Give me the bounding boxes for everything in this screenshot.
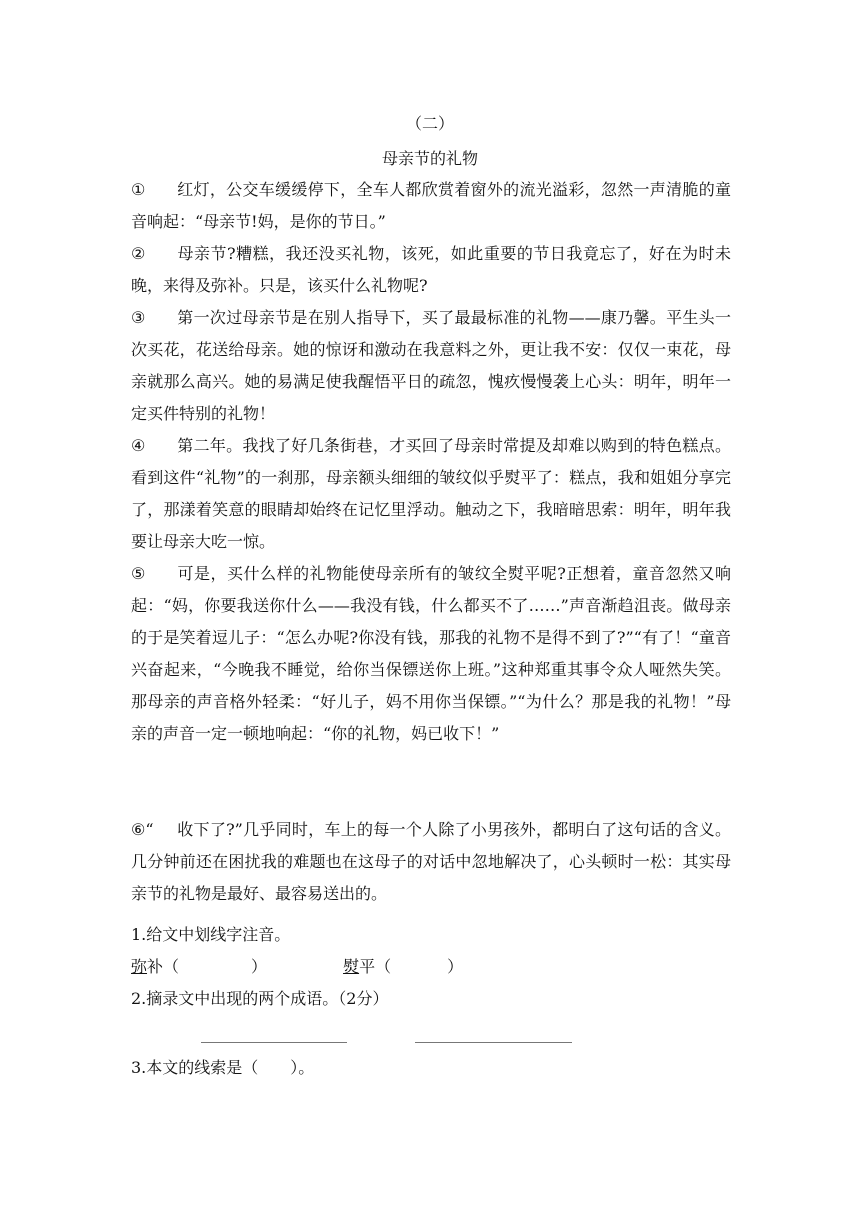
paragraph-4 xyxy=(131,430,731,558)
item-1-close: ） xyxy=(251,957,268,976)
question-1-text: 1.给文中划线字注音。 xyxy=(131,925,291,944)
paragraph-5 xyxy=(131,558,731,750)
item-1-rest: 补（ xyxy=(147,957,180,976)
item-2-rest: 平（ xyxy=(359,957,392,976)
paragraph-3 xyxy=(131,302,731,430)
paragraph-number: ① xyxy=(131,180,146,199)
question-1 xyxy=(131,919,731,951)
paragraph-number: ③ xyxy=(131,308,146,327)
underlined-char: 熨 xyxy=(343,957,360,976)
paragraph-text: 红灯，公交车缓缓停下，全车人都欣赏着窗外的流光溢彩，忽然一声清脆的童音响起：“母亲节!妈，是你的节日。” xyxy=(131,180,731,231)
paragraph-number: ④ xyxy=(131,436,146,455)
paragraph-6 xyxy=(131,814,731,910)
question-2-text: 2.摘录文中出现的两个成语。（2分） xyxy=(131,989,389,1008)
paragraph-text: 可是，买什么样的礼物能使母亲所有的皱纹全熨平呢?正想着，童音忽然又响起：“妈，你要我送你什么——我没有钱，什么都买不了……”声音渐趋沮丧。做母亲的于是笑着逗儿子：“怎么办呢?你没有钱，那我的礼物不是得不到了?”“有了！“童音兴奋起来，“今晚我不睡觉，给你当保镖送你上班。”这种郑重其事令众人哑然失笑。那母亲的声音格外轻柔：“好儿子，妈不用你当保镖。”“为什么？那是我的礼物！”母亲的声音一定一顿地响起：“你的礼物，妈已收下！” xyxy=(131,564,731,743)
question-2 xyxy=(131,983,731,1015)
paragraph-text: 收下了?”几乎同时，车上的每一个人除了小男孩外，都明白了这句话的含义。几分钟前还在困扰我的难题也在这母子的对话中忽地解决了，心头顿时一松：其实母亲节的礼物是最好、最容易送出的。 xyxy=(131,820,731,903)
section-label: （二） xyxy=(405,114,454,133)
question-3 xyxy=(131,1052,731,1084)
paragraph-number: ② xyxy=(131,244,146,263)
paragraph-text: 第二年。我找了好几条街巷，才买回了母亲时常提及却难以购到的特色糕点。看到这件“礼物”的一刹那，母亲额头细细的皱纹似乎熨平了：糕点，我和姐姐分享完了，那漾着笑意的眼睛却始终在记忆里浮动。触动之下，我暗暗思索：明年，明年我要让母亲大吃一惊。 xyxy=(131,436,731,551)
item-2-close: ） xyxy=(447,957,464,976)
paragraph-text: 母亲节?糟糕，我还没买礼物，该死，如此重要的节日我竟忘了，好在为时未晚，来得及弥补。只是，该买什么礼物呢? xyxy=(131,244,731,295)
idiom-answer-line-2[interactable] xyxy=(415,1042,572,1043)
question-1-items xyxy=(131,951,731,983)
paragraph-text: 第一次过母亲节是在别人指导下，买了最最标准的礼物——康乃馨。平生头一次买花，花送给母亲。她的惊讶和激动在我意料之外，更让我不安：仅仅一束花，母亲就那么高兴。她的易满足使我醒悟平日的疏忽，愧疚慢慢袭上心头：明年，明年一定买件特别的礼物！ xyxy=(131,308,731,423)
underlined-char: 弥 xyxy=(131,957,148,976)
paragraph-1 xyxy=(131,174,731,238)
idiom-answer-line-1[interactable] xyxy=(201,1042,347,1043)
paragraph-number: ⑥“ xyxy=(131,820,154,839)
question-3-text: 3.本文的线索是（ ）。 xyxy=(131,1058,315,1077)
article-title: 母亲节的礼物 xyxy=(381,149,478,168)
paragraph-2 xyxy=(131,238,731,302)
paragraph-number: ⑤ xyxy=(131,564,146,583)
